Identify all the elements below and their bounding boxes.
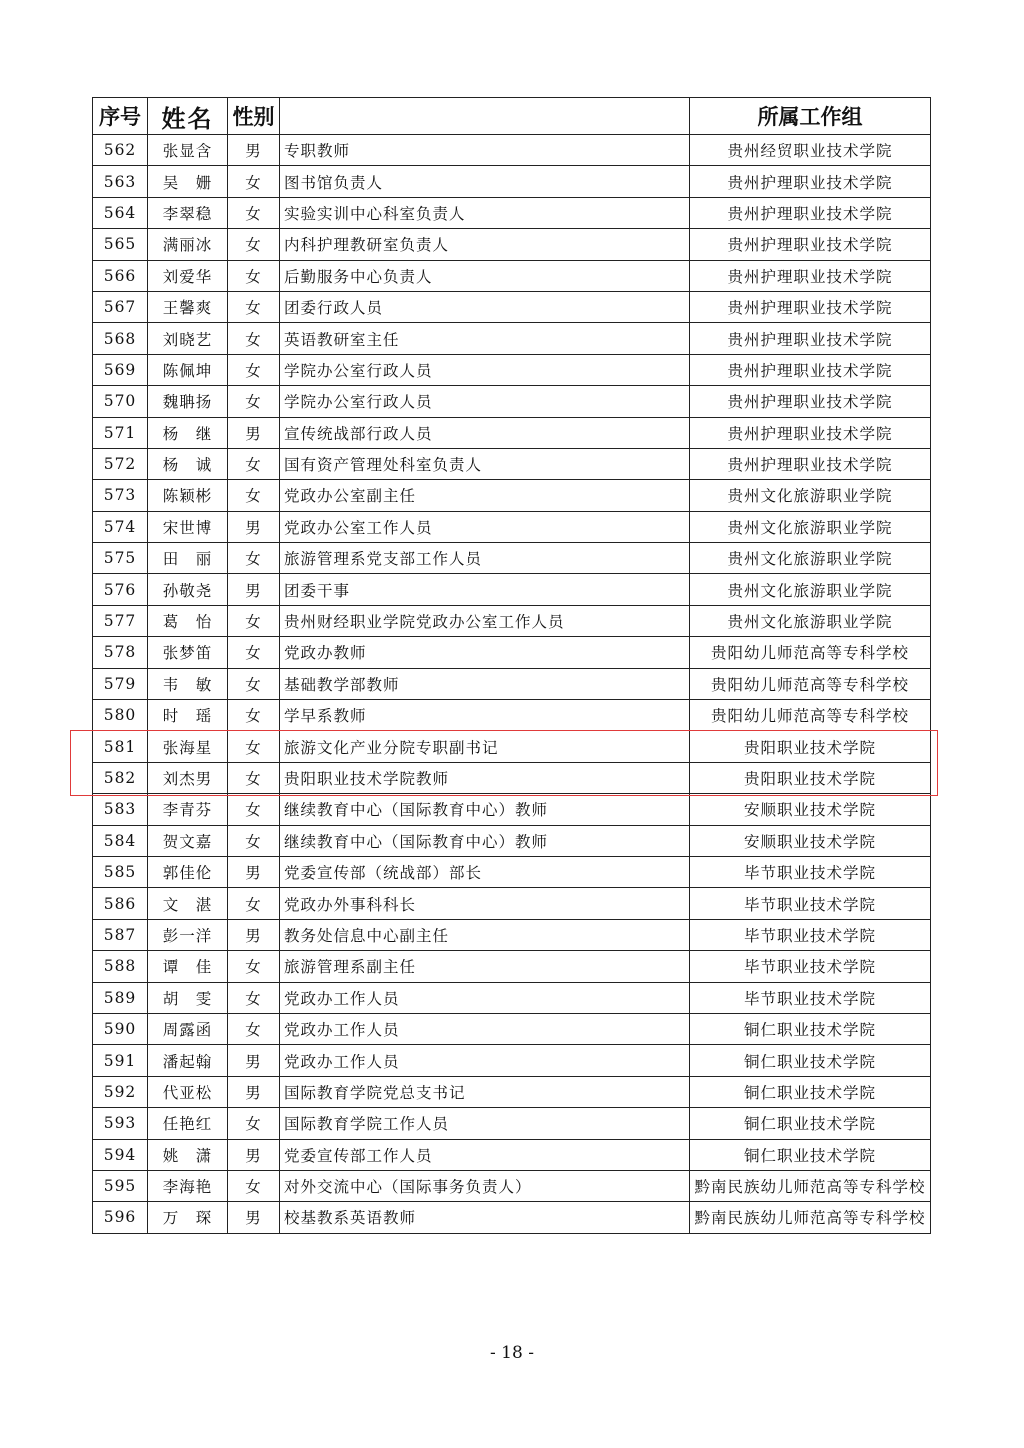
cell-name: 刘杰男 <box>148 762 228 793</box>
cell-org: 贵州护理职业技术学院 <box>690 260 931 291</box>
cell-name: 潘起翰 <box>148 1045 228 1076</box>
header-position <box>280 98 690 135</box>
table-row <box>93 166 931 197</box>
table-row <box>93 919 931 950</box>
cell-name: 周露函 <box>148 1013 228 1044</box>
cell-org: 安顺职业技术学院 <box>690 825 931 856</box>
cell-no: 572 <box>93 448 148 479</box>
cell-org: 毕节职业技术学院 <box>690 982 931 1013</box>
cell-org: 贵州护理职业技术学院 <box>690 448 931 479</box>
cell-sex: 男 <box>228 511 280 542</box>
cell-no: 580 <box>93 700 148 731</box>
header-no: 序号 <box>93 98 148 135</box>
cell-org: 贵州护理职业技术学院 <box>690 197 931 228</box>
cell-name: 任艳红 <box>148 1108 228 1139</box>
cell-position: 继续教育中心（国际教育中心）教师 <box>280 794 690 825</box>
table-row <box>93 1013 931 1044</box>
cell-sex: 女 <box>228 197 280 228</box>
cell-name: 张海星 <box>148 731 228 762</box>
cell-sex: 男 <box>228 1045 280 1076</box>
cell-org: 毕节职业技术学院 <box>690 951 931 982</box>
header-sex: 性别 <box>228 98 280 135</box>
cell-org: 贵阳幼儿师范高等专科学校 <box>690 668 931 699</box>
cell-position: 教务处信息中心副主任 <box>280 919 690 950</box>
cell-name: 万 琛 <box>148 1202 228 1233</box>
cell-org: 贵阳职业技术学院 <box>690 731 931 762</box>
cell-no: 577 <box>93 605 148 636</box>
cell-name: 魏聃扬 <box>148 386 228 417</box>
cell-sex: 女 <box>228 605 280 636</box>
cell-org: 贵州文化旅游职业学院 <box>690 543 931 574</box>
cell-sex: 男 <box>228 1076 280 1107</box>
cell-no: 568 <box>93 323 148 354</box>
cell-no: 563 <box>93 166 148 197</box>
cell-name: 刘晓艺 <box>148 323 228 354</box>
cell-no: 570 <box>93 386 148 417</box>
table-body <box>93 135 931 1234</box>
cell-name: 李海艳 <box>148 1170 228 1201</box>
cell-no: 564 <box>93 197 148 228</box>
table-row <box>93 951 931 982</box>
cell-org: 铜仁职业技术学院 <box>690 1045 931 1076</box>
cell-sex: 女 <box>228 480 280 511</box>
cell-no: 569 <box>93 354 148 385</box>
cell-position: 党政办工作人员 <box>280 1045 690 1076</box>
cell-name: 彭一洋 <box>148 919 228 950</box>
table-row <box>93 354 931 385</box>
cell-org: 黔南民族幼儿师范高等专科学校 <box>690 1202 931 1233</box>
cell-position: 党委宣传部工作人员 <box>280 1139 690 1170</box>
cell-org: 黔南民族幼儿师范高等专科学校 <box>690 1170 931 1201</box>
cell-position: 国际教育学院党总支书记 <box>280 1076 690 1107</box>
table-row <box>93 825 931 856</box>
table-row <box>93 386 931 417</box>
cell-sex: 女 <box>228 888 280 919</box>
cell-position: 对外交流中心（国际事务负责人） <box>280 1170 690 1201</box>
table-row <box>93 982 931 1013</box>
cell-name: 杨 诚 <box>148 448 228 479</box>
cell-no: 575 <box>93 543 148 574</box>
cell-org: 贵州文化旅游职业学院 <box>690 574 931 605</box>
cell-no: 582 <box>93 762 148 793</box>
cell-name: 李翠稳 <box>148 197 228 228</box>
cell-no: 567 <box>93 291 148 322</box>
table-row <box>93 543 931 574</box>
cell-name: 吴 姗 <box>148 166 228 197</box>
cell-position: 党委宣传部（统战部）部长 <box>280 856 690 887</box>
cell-no: 576 <box>93 574 148 605</box>
table-row <box>93 135 931 166</box>
cell-sex: 女 <box>228 448 280 479</box>
cell-name: 满丽冰 <box>148 229 228 260</box>
cell-name: 陈佩坤 <box>148 354 228 385</box>
cell-position: 党政办工作人员 <box>280 1013 690 1044</box>
cell-org: 铜仁职业技术学院 <box>690 1076 931 1107</box>
cell-org: 贵州护理职业技术学院 <box>690 354 931 385</box>
cell-name: 杨 继 <box>148 417 228 448</box>
cell-position: 学早系教师 <box>280 700 690 731</box>
cell-sex: 女 <box>228 731 280 762</box>
cell-no: 573 <box>93 480 148 511</box>
table-row <box>93 762 931 793</box>
cell-position: 党政办工作人员 <box>280 982 690 1013</box>
table-row <box>93 1045 931 1076</box>
cell-no: 591 <box>93 1045 148 1076</box>
table-row <box>93 1170 931 1201</box>
cell-no: 589 <box>93 982 148 1013</box>
cell-no: 590 <box>93 1013 148 1044</box>
cell-sex: 女 <box>228 386 280 417</box>
table-row <box>93 668 931 699</box>
table-row <box>93 480 931 511</box>
cell-position: 学院办公室行政人员 <box>280 354 690 385</box>
cell-no: 581 <box>93 731 148 762</box>
table-row <box>93 323 931 354</box>
cell-org: 贵州护理职业技术学院 <box>690 291 931 322</box>
table-row <box>93 291 931 322</box>
cell-org: 铜仁职业技术学院 <box>690 1108 931 1139</box>
cell-name: 王馨爽 <box>148 291 228 322</box>
cell-sex: 女 <box>228 762 280 793</box>
cell-name: 谭 佳 <box>148 951 228 982</box>
cell-no: 571 <box>93 417 148 448</box>
cell-no: 588 <box>93 951 148 982</box>
cell-name: 时 瑶 <box>148 700 228 731</box>
cell-no: 583 <box>93 794 148 825</box>
cell-position: 旅游文化产业分院专职副书记 <box>280 731 690 762</box>
cell-position: 内科护理教研室负责人 <box>280 229 690 260</box>
cell-position: 实验实训中心科室负责人 <box>280 197 690 228</box>
cell-position: 旅游管理系党支部工作人员 <box>280 543 690 574</box>
cell-sex: 男 <box>228 919 280 950</box>
page-number: - 18 - <box>490 1343 534 1363</box>
table-row <box>93 856 931 887</box>
cell-sex: 女 <box>228 637 280 668</box>
cell-no: 586 <box>93 888 148 919</box>
cell-position: 图书馆负责人 <box>280 166 690 197</box>
cell-position: 党政办教师 <box>280 637 690 668</box>
cell-name: 韦 敏 <box>148 668 228 699</box>
cell-position: 校基教系英语教师 <box>280 1202 690 1233</box>
cell-position: 党政办公室工作人员 <box>280 511 690 542</box>
cell-org: 毕节职业技术学院 <box>690 919 931 950</box>
cell-name: 张显含 <box>148 135 228 166</box>
cell-name: 张梦笛 <box>148 637 228 668</box>
cell-sex: 女 <box>228 825 280 856</box>
table-row <box>93 888 931 919</box>
cell-sex: 女 <box>228 543 280 574</box>
cell-org: 贵阳幼儿师范高等专科学校 <box>690 700 931 731</box>
cell-sex: 男 <box>228 135 280 166</box>
cell-no: 578 <box>93 637 148 668</box>
cell-org: 贵阳幼儿师范高等专科学校 <box>690 637 931 668</box>
cell-name: 孙敬尧 <box>148 574 228 605</box>
cell-org: 贵州文化旅游职业学院 <box>690 480 931 511</box>
cell-position: 宣传统战部行政人员 <box>280 417 690 448</box>
table-row <box>93 229 931 260</box>
cell-name: 刘爱华 <box>148 260 228 291</box>
cell-position: 英语教研室主任 <box>280 323 690 354</box>
table-row <box>93 197 931 228</box>
cell-no: 587 <box>93 919 148 950</box>
cell-org: 毕节职业技术学院 <box>690 856 931 887</box>
cell-org: 安顺职业技术学院 <box>690 794 931 825</box>
cell-sex: 男 <box>228 856 280 887</box>
cell-position: 基础教学部教师 <box>280 668 690 699</box>
table-header-row <box>93 98 931 135</box>
table-row <box>93 417 931 448</box>
table-row <box>93 511 931 542</box>
cell-sex: 男 <box>228 417 280 448</box>
cell-sex: 女 <box>228 229 280 260</box>
cell-position: 团委干事 <box>280 574 690 605</box>
cell-sex: 男 <box>228 1202 280 1233</box>
cell-sex: 女 <box>228 982 280 1013</box>
cell-no: 566 <box>93 260 148 291</box>
cell-no: 585 <box>93 856 148 887</box>
cell-sex: 女 <box>228 668 280 699</box>
cell-sex: 女 <box>228 700 280 731</box>
cell-position: 贵阳职业技术学院教师 <box>280 762 690 793</box>
cell-name: 李青芬 <box>148 794 228 825</box>
table-row <box>93 260 931 291</box>
cell-org: 铜仁职业技术学院 <box>690 1013 931 1044</box>
cell-sex: 女 <box>228 1170 280 1201</box>
table-row <box>93 794 931 825</box>
table-row <box>93 1139 931 1170</box>
cell-name: 葛 怡 <box>148 605 228 636</box>
header-name: 姓名 <box>148 98 228 135</box>
cell-org: 贵州护理职业技术学院 <box>690 166 931 197</box>
cell-name: 郭佳伦 <box>148 856 228 887</box>
cell-sex: 女 <box>228 166 280 197</box>
cell-sex: 男 <box>228 1139 280 1170</box>
cell-name: 陈颖彬 <box>148 480 228 511</box>
cell-sex: 女 <box>228 354 280 385</box>
cell-position: 国有资产管理处科室负责人 <box>280 448 690 479</box>
cell-no: 592 <box>93 1076 148 1107</box>
cell-name: 姚 潇 <box>148 1139 228 1170</box>
cell-no: 574 <box>93 511 148 542</box>
cell-position: 专职教师 <box>280 135 690 166</box>
cell-no: 594 <box>93 1139 148 1170</box>
cell-position: 继续教育中心（国际教育中心）教师 <box>280 825 690 856</box>
cell-sex: 女 <box>228 951 280 982</box>
cell-position: 团委行政人员 <box>280 291 690 322</box>
table-row <box>93 448 931 479</box>
cell-sex: 女 <box>228 260 280 291</box>
table-row <box>93 574 931 605</box>
cell-org: 贵州文化旅游职业学院 <box>690 511 931 542</box>
cell-org: 贵阳职业技术学院 <box>690 762 931 793</box>
cell-name: 宋世博 <box>148 511 228 542</box>
cell-position: 学院办公室行政人员 <box>280 386 690 417</box>
cell-org: 贵州护理职业技术学院 <box>690 417 931 448</box>
cell-name: 贺文嘉 <box>148 825 228 856</box>
cell-no: 579 <box>93 668 148 699</box>
cell-sex: 女 <box>228 1108 280 1139</box>
table-row <box>93 1076 931 1107</box>
cell-no: 584 <box>93 825 148 856</box>
cell-no: 593 <box>93 1108 148 1139</box>
cell-no: 565 <box>93 229 148 260</box>
table-row <box>93 1202 931 1233</box>
cell-org: 贵州文化旅游职业学院 <box>690 605 931 636</box>
cell-name: 田 丽 <box>148 543 228 574</box>
cell-org: 贵州经贸职业技术学院 <box>690 135 931 166</box>
cell-org: 贵州护理职业技术学院 <box>690 229 931 260</box>
cell-sex: 女 <box>228 323 280 354</box>
cell-name: 文 湛 <box>148 888 228 919</box>
cell-org: 毕节职业技术学院 <box>690 888 931 919</box>
cell-position: 旅游管理系副主任 <box>280 951 690 982</box>
cell-org: 铜仁职业技术学院 <box>690 1139 931 1170</box>
cell-sex: 女 <box>228 794 280 825</box>
cell-name: 代亚松 <box>148 1076 228 1107</box>
table-row <box>93 605 931 636</box>
cell-sex: 女 <box>228 291 280 322</box>
cell-position: 国际教育学院工作人员 <box>280 1108 690 1139</box>
cell-position: 后勤服务中心负责人 <box>280 260 690 291</box>
table-row <box>93 1108 931 1139</box>
cell-org: 贵州护理职业技术学院 <box>690 386 931 417</box>
cell-sex: 女 <box>228 1013 280 1044</box>
cell-name: 胡 雯 <box>148 982 228 1013</box>
cell-org: 贵州护理职业技术学院 <box>690 323 931 354</box>
roster-table <box>92 97 931 1234</box>
table-row <box>93 731 931 762</box>
header-org: 所属工作组 <box>690 98 931 135</box>
cell-position: 贵州财经职业学院党政办公室工作人员 <box>280 605 690 636</box>
cell-position: 党政办公室副主任 <box>280 480 690 511</box>
cell-sex: 男 <box>228 574 280 605</box>
table-row <box>93 700 931 731</box>
table-row <box>93 637 931 668</box>
cell-position: 党政办外事科科长 <box>280 888 690 919</box>
cell-no: 596 <box>93 1202 148 1233</box>
cell-no: 595 <box>93 1170 148 1201</box>
cell-no: 562 <box>93 135 148 166</box>
